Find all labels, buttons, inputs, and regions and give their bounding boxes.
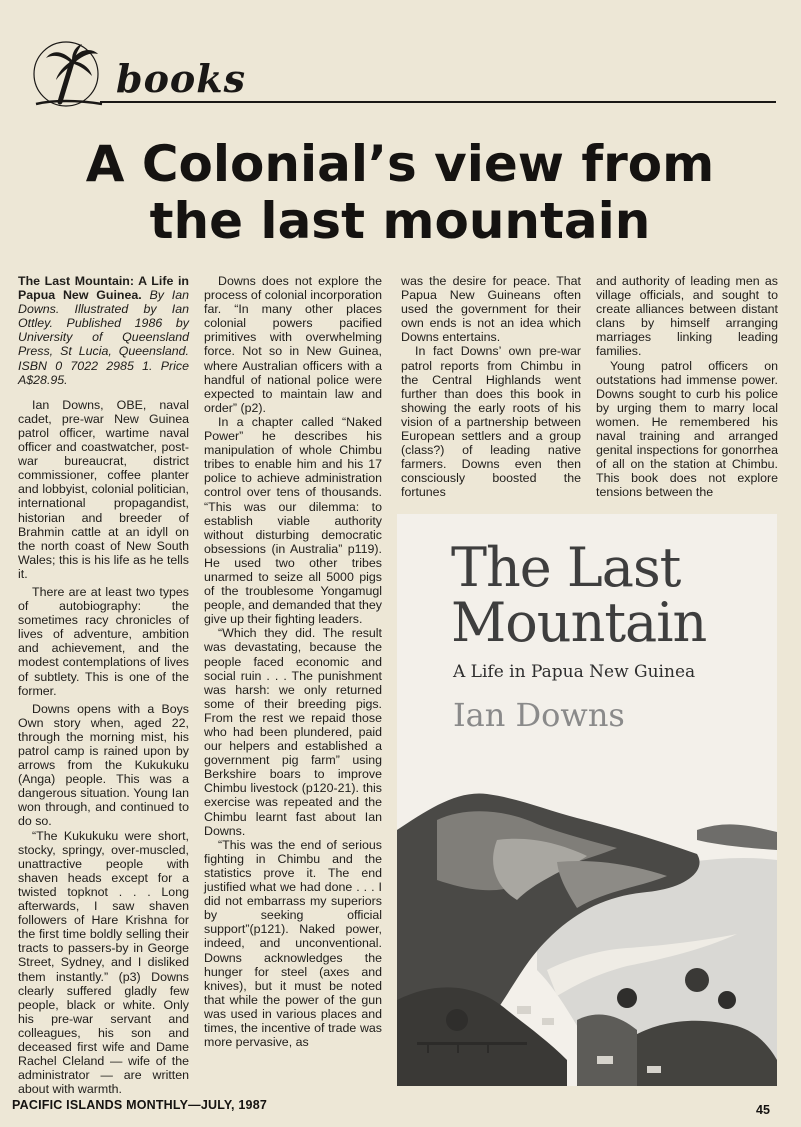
paragraph: and authority of leading men as village officials, and sought to create alliances between distant clans by himself arranging marriages linking leading families. (596, 274, 778, 359)
paragraph: Ian Downs, OBE, naval cadet, pre-war New Guinea patrol officer, wartime naval officer and coastwatcher, post-war bureaucrat, district commissioner, coffee planter and lobbyist, colonial politician, international propagandist, historian and breeder of Brahmin cattle at an idyll on the north coast of New South Wales; this is his life as he tells it. (18, 397, 189, 581)
book-info-details: By Ian Downs. Illustrated by Ian Ottley. Published 1986 by University of Queensland Press, St Lucia, Queensland. ISBN 0 7022 2985 1. Price A$28.95. (18, 288, 189, 387)
book-info (18, 274, 189, 387)
paragraph: There are at least two types of autobiography: the sometimes racy chronicles of lives of adventure, ambition and achievement, and the modest contemplations of lives of subtlety. This is one of the former. (18, 584, 189, 698)
section-label: books (116, 56, 246, 101)
paragraph: Downs does not explore the process of colonial incorporation far. “In many other places colonial powers pacified primitives with overwhelming force. Not so in New Guinea, where Australian officers with a handful of national police were expected to maintain law and order” (p2). (204, 274, 382, 415)
paragraph: Young patrol officers on outstations had immense power. Downs sought to curb his police by urging them to marry local women. He remembered his naval training and arranged genital inspections for gonorrhea of all on the station at Chimbu. This book does not explore tensions between the (596, 358, 778, 500)
paragraph: “This was the end of serious fighting in Chimbu and the statistics prove it. The end justified what we had done . . . I did not embarrass my superiors by seeking official support”(p121). Naked power, indeed, and unconventional. Downs acknowledges the hunger for steel (axes and knives), but it must be noted that while the power of the gun was used in various places and times, the incentive of trade was more pervasive, as (204, 837, 382, 1050)
headline (40, 136, 760, 250)
cover-subtitle: A Life in Papua New Guinea (453, 662, 696, 682)
palm-tree-icon (22, 38, 110, 108)
page-number: 45 (756, 1103, 770, 1117)
cover-author: Ian Downs (453, 696, 625, 734)
headline-line-1: A Colonial’s view from (85, 135, 715, 193)
paragraph: “The Kukukuku were short, stocky, springy, over-muscled, unattractive people with shaven heads except for a twisted topknot . . . Long afterwards, I saw shaven followers of Hare Krishna for the first time boldly selling their tracts to passers-by in George Street, Sydney, and I disliked them instantly.” (p3) Downs clearly suffered gladly few people, black or white. Only his pre-war servant and colleagues, his son and deceased first wife and Dame Rachel Cleland — wife of the administrator — are written about with warmth. (18, 828, 189, 1097)
article-column-1 (18, 274, 189, 1096)
paragraph: was the desire for peace. That Papua New Guineans often used the government for their own ends is not an idea which Downs entertains. (401, 274, 581, 345)
headline-line-2: the last mountain (149, 192, 651, 250)
mountain-coast-illustration (397, 770, 777, 1086)
paragraph: In a chapter called “Naked Power” he describes his manipulation of whole Chimbu tribes to enable him and his 17 police to achieve administration control over tens of thousands. “This was our dilemma: to establish viable authority without disturbing democratic obsessions (in Australia” p119). He used two other tribes unarmed to seize all 5000 pigs of the troublesome Yongamugl people, and demanded that they give up their fighting leaders. (204, 414, 382, 627)
publication-footer: PACIFIC ISLANDS MONTHLY—JULY, 1987 (12, 1098, 268, 1112)
article-column-4 (596, 274, 778, 500)
header-rule (100, 101, 776, 103)
book-info-title: The Last Mountain: A Life in Papua New Guinea. (18, 274, 189, 303)
cover-title-line-2: Mountain (451, 591, 707, 654)
cover-title-line-1: The Last (451, 536, 681, 599)
paragraph: In fact Downs’ own pre-war patrol reports from Chimbu in the Central Highlands went further than does this book in showing the early roots of his vision of a partnership between European settlers and a group (class?) of leading native farmers. Downs even then consciously boosted the fortunes (401, 344, 581, 500)
article-column-2 (204, 274, 382, 1049)
article-column-3 (401, 274, 581, 500)
cover-title (451, 536, 707, 654)
paragraph: “Which they did. The result was devastating, because the people faced economic and social ruin . . . The punishment was harsh: we only returned some of their breeding pigs. From the rest we repaid those who had been plundered, paid our helpers and established a government pig farm” using Berkshire boars to improve Chimbu livestock (p120-21). this exercise was repeated and the Chimbu learnt fast about Ian Downs. (204, 626, 382, 838)
book-cover (397, 514, 777, 1086)
paragraph: Downs opens with a Boys Own story when, aged 22, through the morning mist, his patrol camp is rained upon by arrows from the Kukukuku (Anga) people. This was a dangerous situation. Young Ian won through, and continued to do so. (18, 701, 189, 829)
